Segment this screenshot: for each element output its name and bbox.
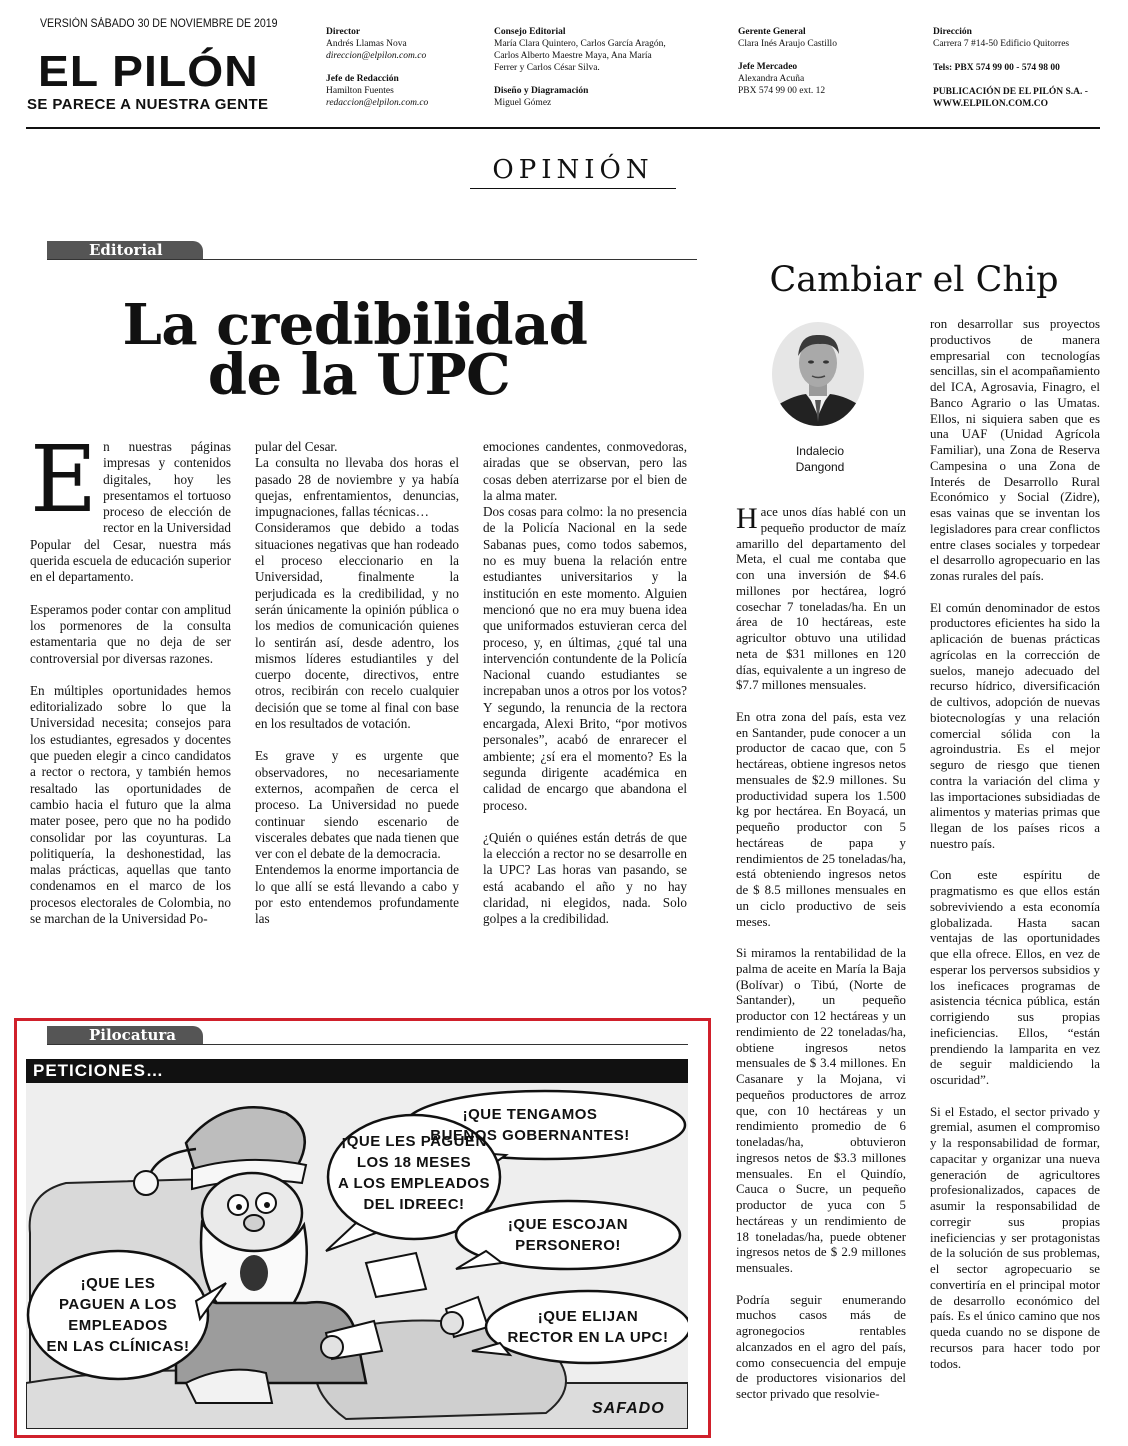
- staff-gerente-title: Gerente General: [738, 27, 806, 37]
- column-paragraph: Si miramos la rentabilidad de la palma de aceite en María la Baja (Bolívar) o Tibú, (Norte de Santander), un pequeño productor con 12 hectáreas y un rendimiento de 22 toneladas/ha, obtiene ingresos netos mensuales de $ 3.4 millones. En Casanare y la Mojana, vi pequeños productores de arroz que, con 10 hectáreas y un rendimiento promedio de 6 toneladas/ha, obtuvieron ingresos netos de $3.3 millones mensuales. En el Quindío, Cauca o Sucre, un pequeño productor de yuca con 5 hectáreas y un rendimiento de 18 toneladas/ha, puede obtener ingresos netos de $ 2.9 millones mensuales.: [736, 946, 906, 1275]
- column-paragraph: ace unos días hablé con un pequeño productor de maíz amarillo del departamento del Meta, el cual me contaba que con una inversión de $4.6 millones por hectárea, logró cosechar 7 toneladas/ha. En un área de 10 hectáreas, este agricultor obtuvo una utilidad neta de $31 millones en 120 días, equivalente a un ingreso de $7.7 millones mensuales.: [736, 505, 906, 693]
- staff-director-email: direccion@elpilon.com.co: [326, 51, 427, 61]
- staff-redaccion-title: Jefe de Redacción: [326, 74, 399, 84]
- column-headline: Cambiar el Chip: [769, 260, 1059, 300]
- staff-direccion-address: Carrera 7 #14-50 Edificio Quitorres: [933, 39, 1070, 49]
- staff-consejo-line: María Clara Quintero, Carlos García Aragón,: [494, 39, 666, 49]
- editorial-paragraph: Esperamos poder contar con amplitud los pormenores de la consulta estamentaria que no deja de ser controversial por diversas razones.: [30, 601, 231, 666]
- staff-director-title: Director: [326, 27, 361, 37]
- bubble-line: LOS 18 MESES: [356, 1154, 472, 1171]
- bubble-text-2: [319, 1131, 509, 1215]
- column-text-1: [736, 502, 906, 1403]
- staff-consejo-title: Consejo Editorial: [494, 27, 566, 37]
- editorial-dropcap: E: [30, 426, 98, 533]
- editorial-paragraph: Dos cosas para colmo: la no presencia de la Policía Nacional en la sede Sabanas pues, como todos sabemos, no es muy buena la relación entre estudiantes universitarios y la institución en este momento. Alguien mencionó que no era muy buena idea que uniformados estuvieran cerca del proceso, y, en últimas, ¿qué tal una intervención contundente de la Policía Nacional cuando estudiantes se increpaban unos a otros por los votos? Y segundo, la renuncia de la rectora encargada, Alexi Brito, “por motivos personales”, acabó de enrarecer el ambiente; ¿sí era el momento? Es la segunda dirigente académica en calidad de encargo que abandona el proceso.: [483, 504, 687, 813]
- bubble-line: ¡QUE LES PAGUEN: [341, 1133, 487, 1150]
- bubble-line: ¡QUE ESCOJAN: [507, 1216, 629, 1233]
- staff-direccion-phones: Tels: PBX 574 99 00 - 574 98 00: [933, 63, 1060, 73]
- author-last-name: Dangond: [795, 460, 845, 474]
- staff-director-name: Andrés Llamas Nova: [326, 39, 407, 49]
- staff-mercadeo-phone: PBX 574 99 00 ext. 12: [738, 86, 826, 96]
- editorial-paragraph: Entendemos la enorme importancia de lo que allí se está llevando a cabo y por esto entendemos profundamente las: [255, 862, 459, 927]
- bubble-line: PERSONERO!: [515, 1237, 621, 1254]
- staff-consejo: [494, 26, 666, 109]
- editorial-paragraph: La consulta no llevaba dos horas el pasado 28 de noviembre y ya había quejas, enfrentamientos, denuncias, impugnaciones, fallas técnicas…: [255, 455, 459, 520]
- bubble-line: BUENOS GOBERNANTES!: [430, 1127, 630, 1144]
- bubble-line: A LOS EMPLEADOS: [338, 1175, 490, 1192]
- editorial-tab: Editorial: [47, 241, 203, 260]
- staff-mercadeo-title: Jefe Mercadeo: [738, 62, 798, 72]
- editorial-headline-line: de la UPC: [207, 342, 511, 408]
- bubble-line: DEL IDREEC!: [363, 1196, 465, 1213]
- bubble-line: ¡QUE TENGAMOS: [462, 1106, 598, 1123]
- bubble-line: ¡QUE LES: [80, 1275, 156, 1292]
- bubble-line: PAGUEN A LOS: [59, 1296, 177, 1313]
- editorial-column-1: [30, 426, 231, 927]
- editorial-headline-line: La credibilidad: [122, 292, 588, 358]
- staff-director: [326, 26, 428, 109]
- staff-consejo-line: Ferrer y Carlos César Silva.: [494, 63, 600, 73]
- section-title-underline: [470, 188, 676, 189]
- column-paragraph: Podría seguir enumerando muchos casos más de agronegocios rentables alcanzados en el agro del país, como consecuencia del empuje de productores visionarios del sector privado que resolvie-: [736, 1292, 906, 1401]
- editorial-headline: [60, 292, 650, 408]
- editorial-paragraph: n nuestras páginas impresas y contenidos digitales, hoy les presentamos el tortuoso proceso de elección de rector en la Universidad Popular del Cesar, nuestra más querida escuela de educación superior en el departamento.: [30, 439, 231, 585]
- bubble-line: ¡QUE ELIJAN: [537, 1308, 639, 1325]
- newspaper-logo: EL PILÓN: [38, 47, 259, 96]
- editorial-paragraph: Consideramos que debido a todas situaciones negativas que han rodeado el proceso eleccionario en la Universidad, finalmente la perjudicada es la credibilidad, y no serán únicamente la opinión pública o los medios de comunicación quienes lo sentirán así, desde adentro, los mismos líderes estudiantiles y del cuerpo docente, directivos, entre otros, recibirán con recelo cualquier decisión que se tome al final con base en los resultados de votación.: [255, 520, 459, 732]
- bubble-text-4: [30, 1273, 206, 1357]
- editorial-column-3: [483, 439, 687, 928]
- staff-redaccion-name: Hamilton Fuentes: [326, 86, 394, 96]
- cartoon-header: PETICIONES…: [33, 1061, 164, 1080]
- editorial-paragraph: En múltiples oportunidades hemos editorializado sobre lo que la Universidad necesita; consejos para los estudiantes, egresados y docentes que pueden elegir a cinco candidatos a rector o rectora, y también hemos resaltado las oportunidades de cambio hacia el futuro que la alma mater posee, pero que no ha podido consolidar por las coyunturas. La politiquería, la deshonestidad, las malas prácticas, aquellas que tanto condenamos en el marco de los procesos electorales de Colombia, no se marchan de la Universidad Po-: [30, 682, 231, 927]
- editorial-paragraph: Es grave y es urgente que observadores, no necesariamente externos, acompañen de cerca el proceso. La Universidad no puede continuar siendo escenario de viscerales debates que nada tienen que ver con el debate de la democracia.: [255, 748, 459, 862]
- author-portrait-image: [770, 318, 866, 428]
- bubble-text-5: [486, 1306, 690, 1348]
- staff-redaccion-email: redaccion@elpilon.com.co: [326, 98, 429, 108]
- author-first-name: Indalecio: [795, 444, 845, 458]
- staff-mercadeo-name: Alexandra Acuña: [738, 74, 805, 84]
- bubble-text-3: [470, 1214, 666, 1256]
- edition-date: VERSIÓN SÁBADO 30 DE NOVIEMBRE DE 2019: [40, 18, 278, 30]
- column-paragraph: El común denominador de estos productores eficientes ha sido la aplicación de buenas prácticas agrícolas en la corrección de suelos, manejo adecuado del recurso hídrico, diversificación de cultivos, adopción de nuevas biotecnologías y una relación comercial sólida con la agroindustria. Es el mejor seguro de riesgo que tienen contra la variación del clima y las importaciones subsidiadas de alimentos y materias primas que llegan de los países ricos a nuestro país.: [930, 600, 1100, 851]
- editorial-paragraph: ¿Quién o quiénes están detrás de que la elección a rector no se desarrolle en la UPC? Las horas van pasando, se está acabando el año y no hay claridad, ni elegidos, nada. Solo golpes a la credibilidad.: [483, 829, 687, 927]
- editorial-column-2: [255, 439, 459, 928]
- column-text-2: [930, 317, 1100, 1372]
- cartoon-tab: Pilocatura: [47, 1026, 203, 1045]
- cartoon-tab-rule: [47, 1044, 688, 1045]
- bubble-line: RECTOR EN LA UPC!: [507, 1329, 669, 1346]
- publisher-website[interactable]: WWW.ELPILON.COM.CO: [933, 99, 1048, 109]
- column-paragraph: Con este espíritu de pragmatismo es que ellos están sobreviviendo a esta economía globalizada. Hasta sacan ventajas de las oportunidades que ella ofrece. Ellos, en vez de esperar los perversos subsidios y los ineficaces programas de asistencia técnica pública, están corrigiendo sus propias ineficiencias. Ellos, “están prendiendo la lamparita en vez de seguir maldiciendo la oscuridad”.: [930, 868, 1100, 1087]
- staff-diseno-title: Diseño y Diagramación: [494, 86, 589, 96]
- editorial-tab-rule: [47, 259, 697, 260]
- staff-direccion-title: Dirección: [933, 27, 972, 37]
- staff-gerente: [738, 26, 837, 97]
- editorial-paragraph: emociones candentes, conmovedoras, airadas que se observan, pero las cosas deben aterrizarse por el bien de la alma mater.: [483, 439, 687, 503]
- column-paragraph: Si el Estado, el sector privado y gremial, asumen el compromiso y la responsabilidad de formar, capacitar y organizar una nueva generación de agricultores profesionalizados, capaces de asumir la responsabilidad de corregir sus propias ineficiencias y ser protagonistas de la solución de sus problemas, el sector agropecuario se convertiría en el principal motor de desarrollo económico del país. Es el único camino que nos queda cuando no se dispone de recursos para hacer todo por todos.: [930, 1104, 1100, 1371]
- staff-gerente-name: Clara Inés Araujo Castillo: [738, 39, 837, 49]
- column-paragraph: ron desarrollar sus proyectos productivos de manera empresarial con tecnologías sencillas, sin el acompañamiento del ICA, Agrosavia, Finagro, el Banco Agrario o las Umatas. Ellos, ni siquiera saben que es una UAF (Unidad Agrícola Familiar), una Zona de Reserva Campesina o una Zona de Interés de Desarrollo Rural Económico y Social (Zidre), esas vainas que se inventan los legisladores para crear conflictos entre clases sociales y torpedear el desarrollo agropecuario en las zonas rurales del país.: [930, 317, 1101, 583]
- staff-direccion: [933, 26, 1088, 110]
- bubble-line: EMPLEADOS: [68, 1317, 168, 1334]
- column-paragraph: En otra zona del país, esta vez en Santander, pude conocer a un productor de cacao que, con 5 hectáreas, obtiene ingresos netos mensuales de $2.9 millones. Su productividad supera los 1.500 kg por hectárea. En Boyacá, un pequeño productor con 5 hectáreas de papa y rendimientos de 25 toneladas/ha, está obteniendo ingresos netos de $ 8.5 millones mensuales en un ciclo productivo de seis meses.: [736, 709, 906, 929]
- masthead-divider: [26, 127, 1100, 129]
- section-title: OPINIÓN: [492, 155, 654, 185]
- publisher-name: PUBLICACIÓN DE EL PILÓN S.A. -: [933, 87, 1088, 97]
- staff-consejo-line: Carlos Alberto Maestre Maya, Ana María: [494, 51, 652, 61]
- newspaper-slogan: SE PARECE A NUESTRA GENTE: [27, 96, 269, 113]
- column-author: [765, 443, 875, 475]
- editorial-paragraph: pular del Cesar.: [255, 439, 338, 454]
- column-dropcap: H: [736, 502, 758, 535]
- staff-diseno-name: Miguel Gómez: [494, 98, 552, 108]
- bubble-line: EN LAS CLÍNICAS!: [46, 1338, 190, 1355]
- cartoonist-signature: SAFADO: [592, 1400, 665, 1417]
